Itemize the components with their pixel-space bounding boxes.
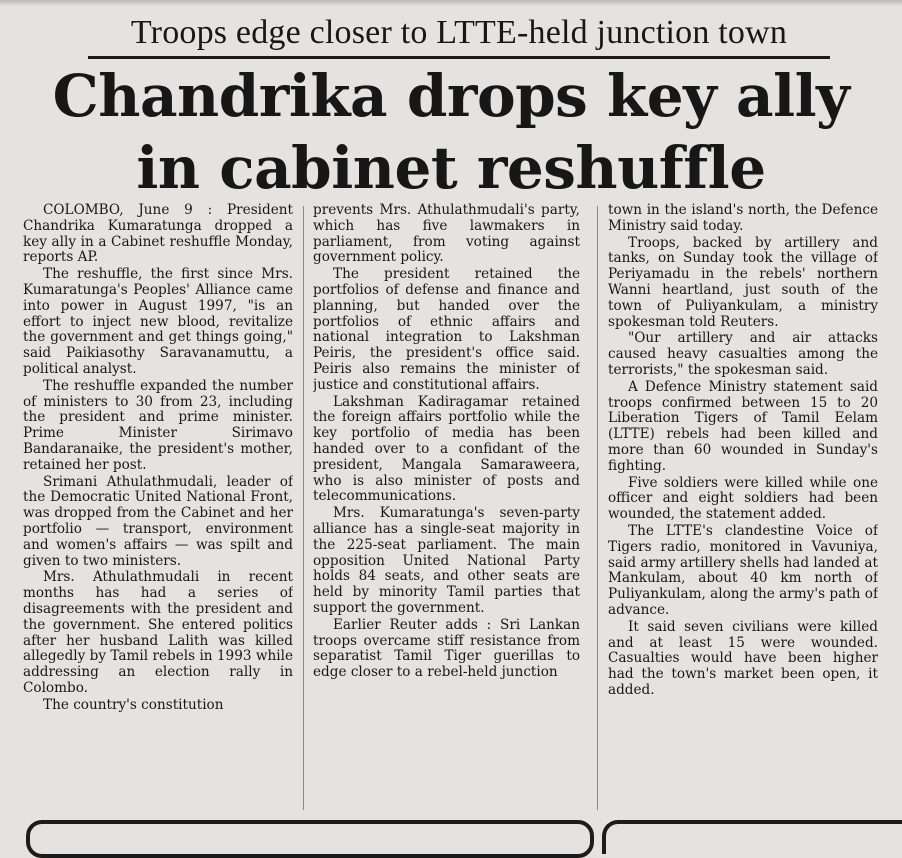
paragraph: Troops, backed by artillery and tanks, on Sunday took the village of Periyamadu in the rebels' northern Wanni heartland, just south of the town of Puliyankulam, a ministry spokesman told Reuters. — [608, 234, 878, 330]
article-column-2 — [313, 203, 580, 815]
paragraph: Five soldiers were killed while one officer and eight soldiers had been wounded, the statement added. — [608, 474, 878, 523]
paragraph: A Defence Ministry statement said troops confirmed between 15 to 20 Liberation Tigers of Tamil Eelam (LTTE) rebels had been killed and more than 60 wounded in Sunday's fighting. — [608, 378, 878, 474]
paragraph: prevents Mrs. Athulathmudali's party, which has five lawmakers in parliament, from voting against government policy. — [313, 203, 580, 266]
article-kicker: Troops edge closer to LTTE-held junction town — [88, 12, 830, 59]
paragraph: Srimani Athulathmudali, leader of the Democratic United National Front, was dropped from the Cabinet and her portfolio — transport, environment and women's affairs — was spilt and given to two ministers. — [23, 473, 293, 569]
paragraph: The reshuffle, the first since Mrs. Kumaratunga's Peoples' Alliance came into power in August 1997, "is an effort to inject new blood, revitalize the government and get things going," said Paikiasothy Saravanamuttu, a political analyst. — [23, 266, 293, 377]
paragraph: The president retained the portfolios of defense and finance and planning, but handed over the portfolios of ethnic affairs and national integration to Lakshman Peiris, the president's office said. Peiris also remains the minister of justice and constitutional affairs. — [313, 266, 580, 393]
paragraph: Mrs. Kumaratunga's seven-party alliance has a single-seat majority in the 225-seat parliament. The main opposition United National Party holds 84 seats, and other seats are held by minority Tamil parties that support the government. — [313, 505, 580, 616]
paragraph: The reshuffle expanded the number of ministers to 30 from 23, including the president and prime minister. Prime Minister Sirimavo Bandaranaike, the president's mother, retained her post. — [23, 377, 293, 473]
paragraph: Lakshman Kadiragamar retained the foreign affairs portfolio while the key portfolio of media has been handed over to a confidant of the president, Mangala Samaraweera, who is also minister of posts and telecommunications. — [313, 393, 580, 505]
column-divider — [303, 206, 304, 810]
paragraph: The LTTE's clandestine Voice of Tigers radio, monitored in Vavuniya, said army artillery shells had landed at Mankulam, about 40 km north of Puliyankulam, along the army's path of advance. — [608, 522, 878, 618]
paragraph: It said seven civilians were killed and at least 15 were wounded. Casualties would have been higher had the town's market been open, it added. — [608, 618, 878, 698]
paragraph: Earlier Reuter adds : Sri Lankan troops overcame stiff resistance from separatist Tamil Tiger guerillas to edge closer to a rebel-held junction — [313, 616, 580, 681]
paragraph: "Our artillery and air attacks caused heavy casualties among the terrorists," the spokesman said. — [608, 330, 878, 378]
paragraph: The country's constitution — [43, 696, 224, 713]
clipping-edge — [0, 0, 902, 6]
headline-line-2: in cabinet reshuffle — [136, 134, 766, 202]
article-column-3 — [608, 203, 878, 815]
article-column-1 — [23, 203, 293, 815]
headline-line-1: Chandrika drops key ally — [52, 62, 850, 130]
adjacent-article-frame — [602, 820, 902, 854]
column-divider — [597, 206, 598, 810]
paragraph: Mrs. Athulathmudali in recent months has had a series of disagreements with the president and the government. She entered politics after her husband Lalith was killed allegedly by Tamil rebels in 1993 while addressing an election rally in Colombo. — [23, 569, 293, 696]
paragraph: town in the island's north, the Defence Ministry said today. — [608, 203, 878, 234]
paragraph: COLOMBO, June 9 : President Chandrika Kumaratunga dropped a key ally in a Cabinet reshuffle Monday, reports AP. — [23, 203, 293, 266]
adjacent-article-frame — [26, 820, 594, 858]
